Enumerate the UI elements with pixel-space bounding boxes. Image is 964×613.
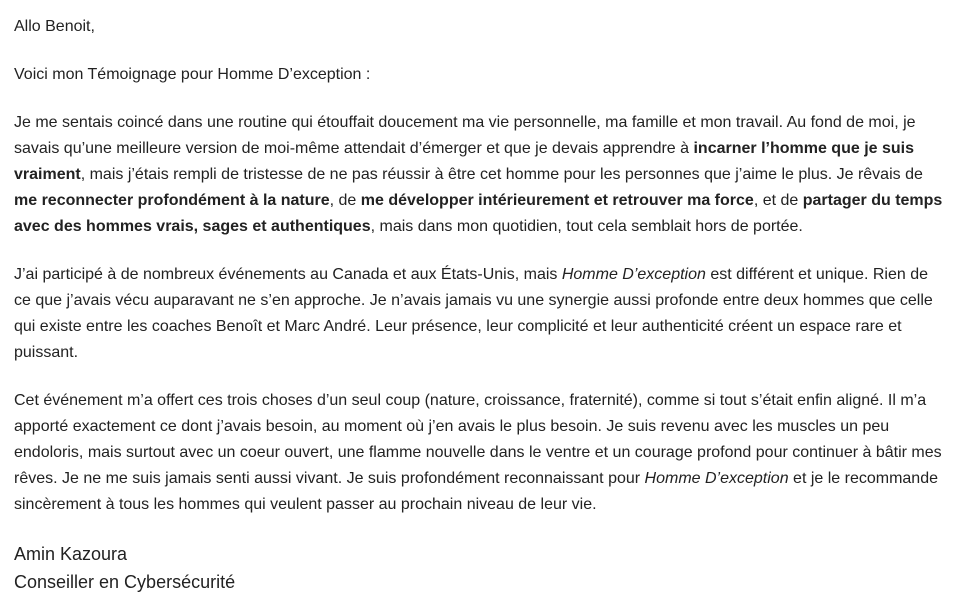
signature-block	[14, 540, 948, 596]
signature-name: Amin Kazoura	[14, 544, 128, 564]
testimonial-paragraph-2: J’ai participé à de nombreux événements au Canada et aux États-Unis, mais Homme D’exception est différent et unique. Rien de ce que j’avais vécu auparavant ne s’en approche. Je n’avais jamais vu une synergie aussi profonde entre deux hommes que celle qui existe entre les coaches Benoît et Marc André. Leur présence, leur complicité et leur authenticité créent un espace rare et puissant.	[14, 266, 933, 361]
testimonial-paragraph-3: Cet événement m’a offert ces trois choses d’un seul coup (nature, croissance, fraternité), comme si tout s’était enfin aligné. Il m’a apporté exactement ce dont j’avais besoin, au moment où j’en avais le plus besoin. Je suis revenu avec les muscles un peu endoloris, mais surtout avec un coeur ouvert, une flamme nouvelle dans le ventre et un courage profond pour continuer à bâtir mes rêves. Je ne me suis jamais senti aussi vivant. Je suis profondément reconnaissant pour Homme D’exception et je le recommande sincèrement à tous les hommes qui veulent passer au prochain niveau de leur vie.	[14, 392, 942, 513]
testimonial-intro: Voici mon Témoignage pour Homme D’exception :	[14, 66, 371, 83]
testimonial-paragraph-1: Je me sentais coincé dans une routine qui étouffait doucement ma vie personnelle, ma famille et mon travail. Au fond de moi, je savais qu’une meilleure version de moi-même attendait d’émerger et que je devais apprendre à incarner l’homme que je suis vraiment, mais j’étais rempli de tristesse de ne pas réussir à être cet homme pour les personnes que j’aime le plus. Je rêvais de me reconnecter profondément à la nature, de me développer intérieurement et retrouver ma force, et de partager du temps avec des hommes vrais, sages et authentiques, mais dans mon quotidien, tout cela semblait hors de portée.	[14, 114, 943, 235]
signature-title: Conseiller en Cybersécurité	[14, 572, 236, 592]
email-greeting: Allo Benoit,	[14, 18, 95, 35]
